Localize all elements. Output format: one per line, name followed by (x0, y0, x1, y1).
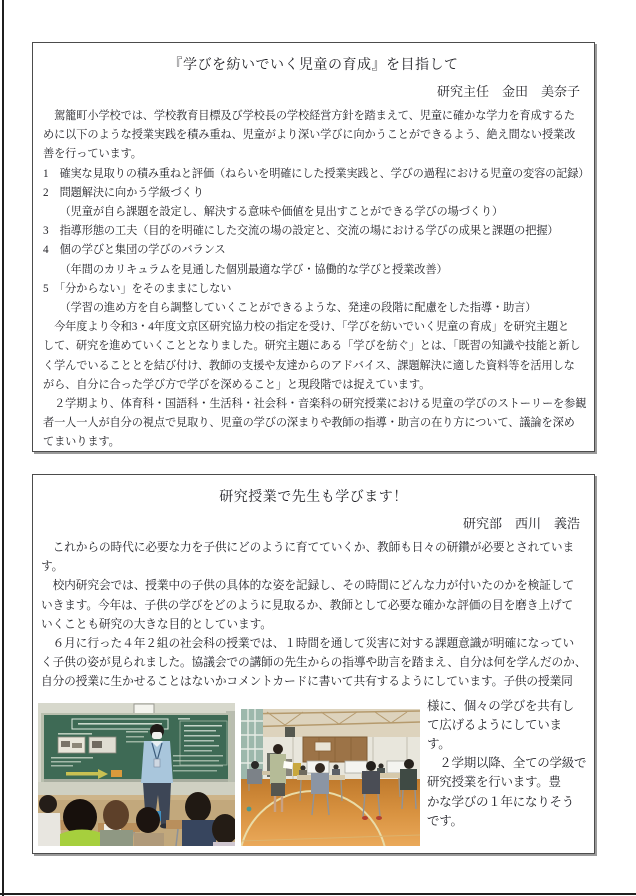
text-line: す。 (427, 737, 451, 752)
text-line: ６月に行った４年２組の社会科の授業では、１時間を通して災害に対する課題意識が明確になってい (41, 637, 575, 651)
text-line: です。 (427, 813, 463, 828)
text-line: てまいります。 (43, 436, 120, 449)
list-item-5-note: （学習の進め方を自ら調整していくことができるような、発達の段階に配慮をした指導・助言） (43, 302, 537, 315)
text-line: して、研究を進めていくこととなりました。研究主題にある「学びを紡ぐ」とは、「既習の知識や技能と新し (43, 340, 581, 353)
article-box-kenkyujugyo (32, 474, 595, 854)
text-line: いくことも研究の大きな目的としています。 (41, 617, 272, 631)
text-line: ２学期以降、全ての学級で (427, 756, 587, 771)
article2-title: 研究授業で先生も学びます！ (219, 490, 408, 505)
list-item-2-note: （児童が自ら課題を設定し、解決する意味や価値を見出すことができる学びの場づくり） (43, 206, 504, 219)
article1-author: 研究主任 金田 美奈子 (436, 84, 580, 99)
text-line: て広げるようにしていま (427, 717, 562, 732)
text-line: かな学びの１年になりそう (427, 794, 575, 809)
list-item-2: 2 問題解決に向かう学級づくり (43, 186, 204, 199)
list-item-1: 1 確実な見取りの積み重ねと評価（ねらいを明確にした授業実践と、学びの過程における児童の変容の記録） (43, 167, 590, 180)
text-line: く子供の姿が見られました。協議会での講師の先生からの指導や助言を踏まえ、自分は何を学んだのか、 (41, 656, 587, 670)
article2-author: 研究部 西川 義浩 (462, 516, 580, 531)
text-line: 者一人一人が自分の視点で見取り、児童の学びの深まりや教師の指導・助言の在り方について、議論を深め (43, 417, 575, 430)
text-line: く学んでいることとを結び付け、教師の支援や友達からのアドバイス、課題解決に適した資料等を活用しな (43, 359, 575, 372)
list-item-3: 3 指導形態の工夫（目的を明確にした交流の場の設定と、交流の場における学びの成果と課題の把握） (43, 225, 559, 238)
text-line: 善を行っています。 (43, 148, 142, 161)
text-line: 自分の授業に生かせることはないかコメントカードに書いて共有するようにしています。子供の授業同 (41, 675, 573, 689)
text-line: これからの時代に必要な力を子供にどのように育てていくか、教師も日々の研鑽が必要とされていま (41, 541, 575, 554)
text-line: 今年度より令和3・4年度文京区研究協力校の指定を受け、「学びを紡いでいく児童の育成」を研究主題と (43, 321, 570, 334)
text-line: いきます。今年は、子供の学びをどのように見取るか、教師として必要な確かな評価の目を磨き上げて (41, 598, 574, 612)
article2-side-column (427, 697, 586, 831)
text-line: ２学期より、体育科・国語科・生活科・社会科・音楽科の研究授業における児童の学びのストーリーを参観 (43, 398, 587, 411)
article2-body (33, 538, 594, 692)
gym-photo-illustration (241, 709, 420, 846)
text-line: 様に、個々の学びを共有し (427, 698, 575, 713)
classroom-photo-illustration (38, 703, 235, 846)
classroom-lesson-photo (38, 703, 235, 846)
text-line: 研究授業を行います。豊 (427, 775, 561, 790)
list-item-5: 5 「分からない」をそのままにしない (43, 282, 232, 295)
article1-title: 『学びを紡いでいく児童の育成』を目指して (168, 58, 459, 73)
scan-edge-bottom (0, 893, 636, 895)
text-line: めに以下のような授業実践を積み重ね、児童がより深い学びに向かうことができるよう、絶え間ない授業改 (43, 129, 576, 142)
list-item-4-note: （年間のカリキュラムを見通した個別最適な学び・協働的な学びと授業改善） (43, 263, 448, 276)
list-item-4: 4 個の学びと集団の学びのバランス (43, 244, 226, 257)
article1-body (33, 107, 594, 453)
photo-row (33, 696, 594, 850)
text-line: がら、自分に合った学び方で学びを深めること」と現段階では捉えています。 (43, 378, 431, 391)
text-line: 駕籠町小学校では、学校教育目標及び学校長の学校経営方針を踏まえて、児童に確かな学力を育成するた (43, 110, 575, 122)
article-box-ikusei (32, 42, 595, 452)
scan-edge-left (2, 0, 4, 896)
text-line: 校内研究会では、授業中の子供の具体的な姿を記録し、その時間にどんな力が付いたのかを検証して (41, 579, 575, 593)
text-line: す。 (41, 560, 64, 574)
gym-meeting-photo (241, 709, 420, 846)
